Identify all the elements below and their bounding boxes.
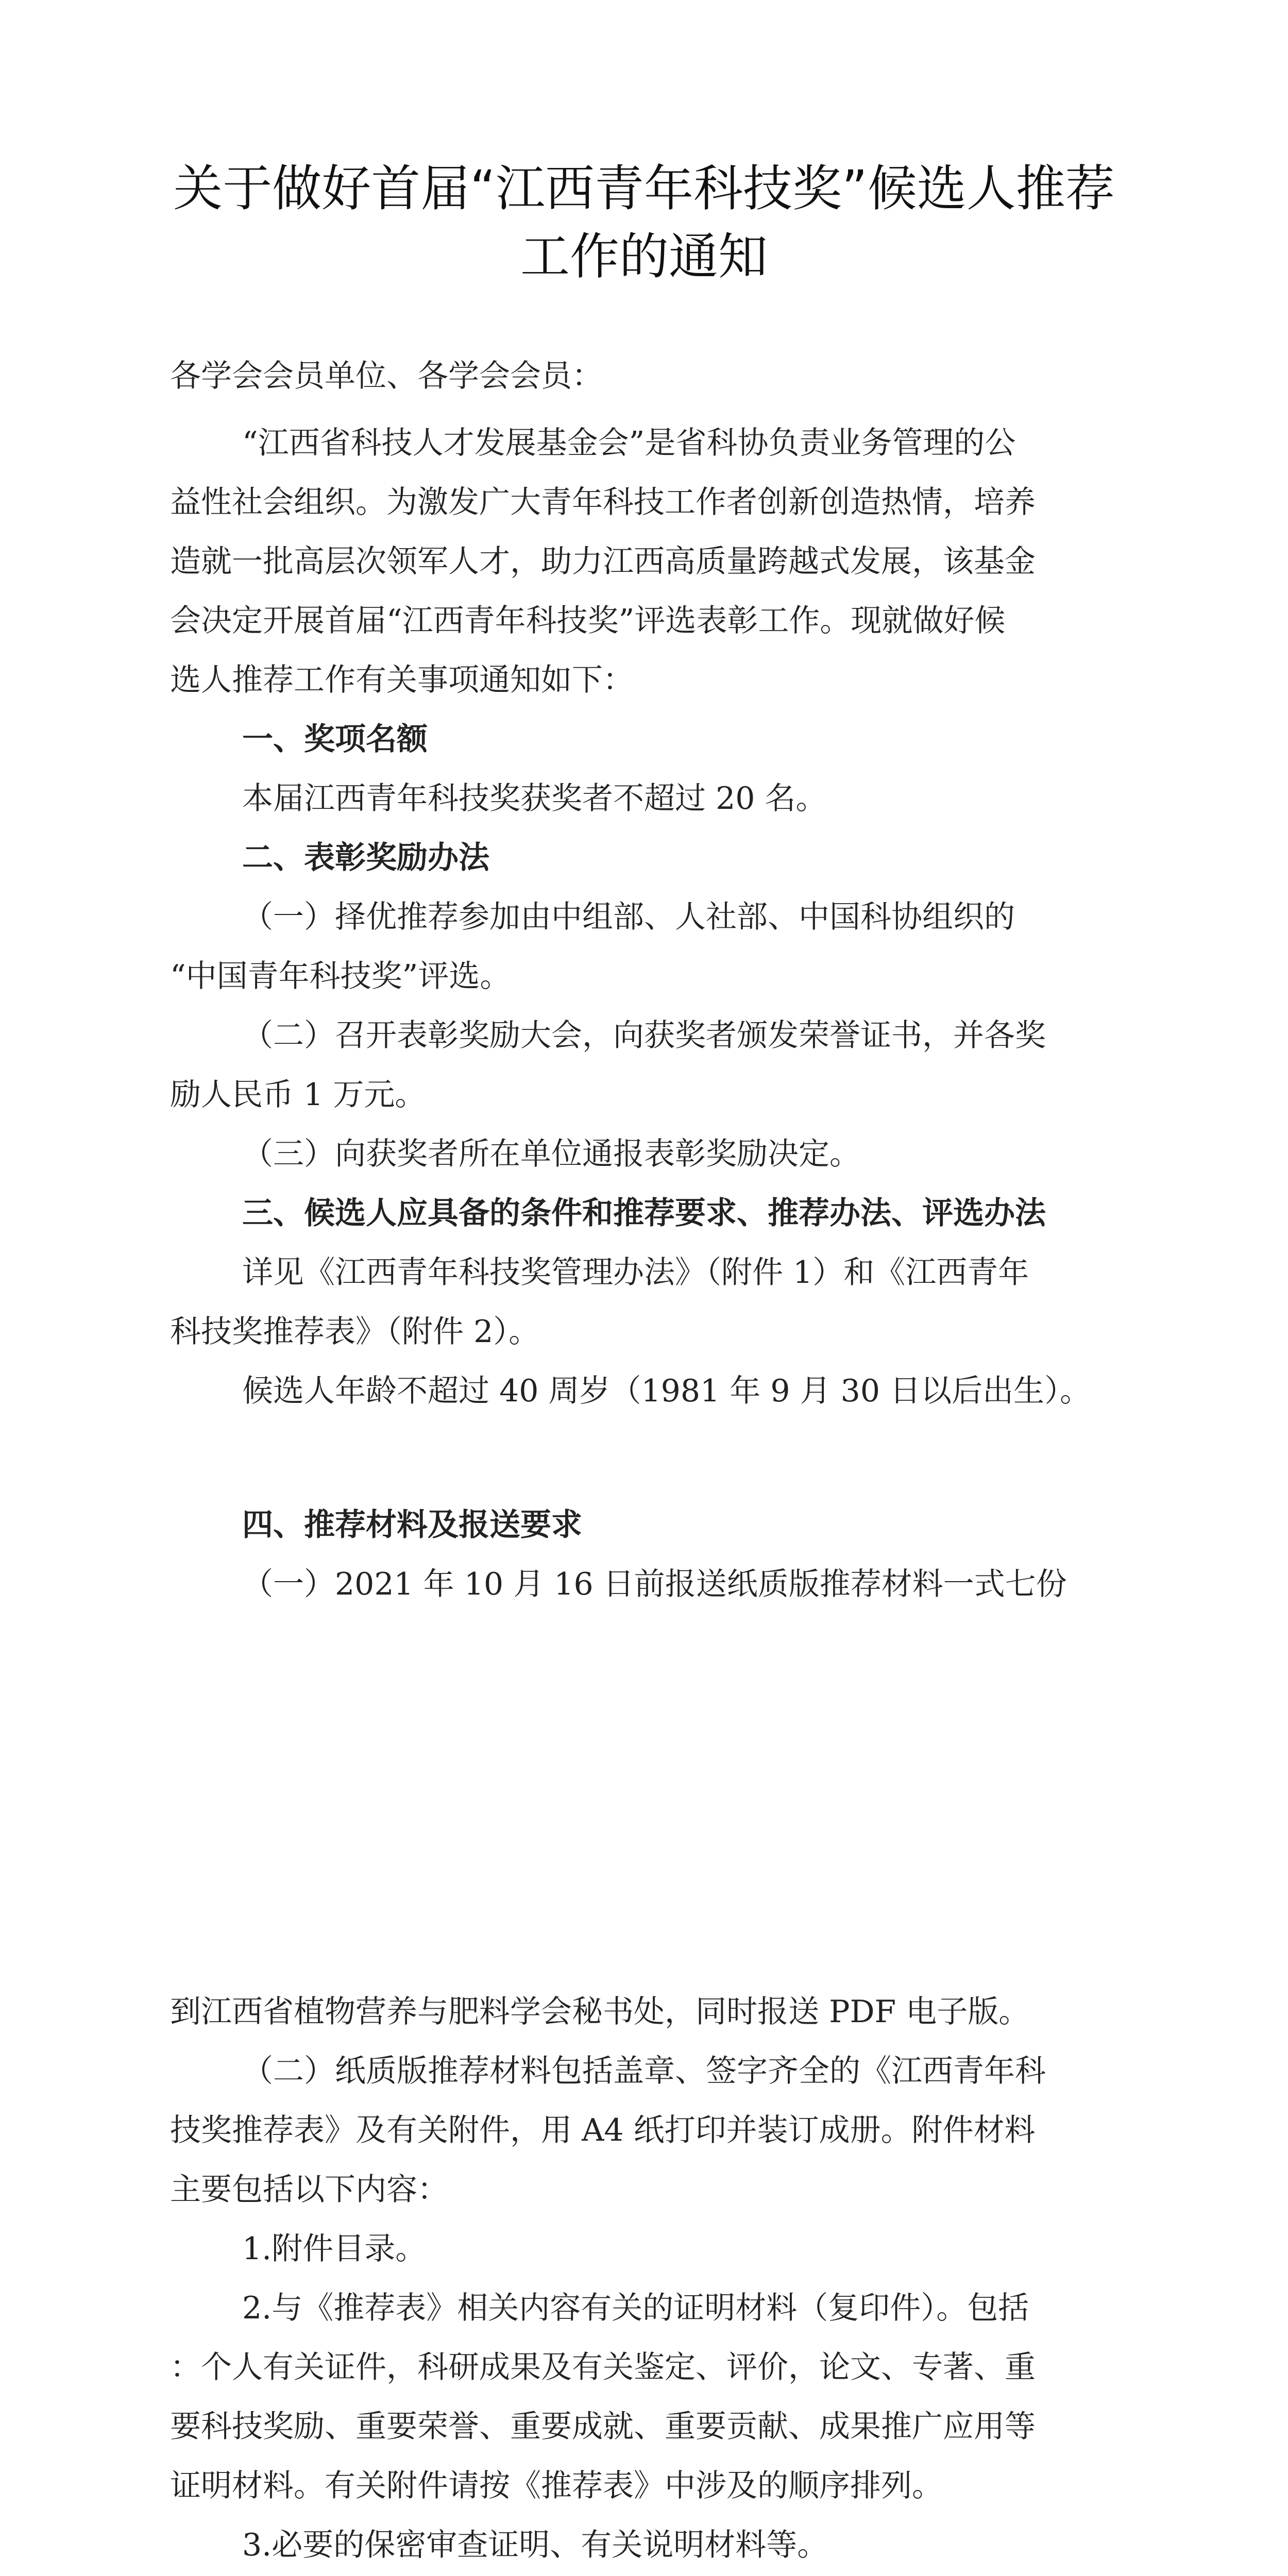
title-line-1: 关于做好首届“江西青年科技奖”候选人推荐: [173, 160, 1115, 217]
intro-line: 选人推荐工作有关事项通知如下：: [170, 662, 634, 698]
section-4-line: 要科技奖励、重要荣誉、重要成就、重要贡献、成果推广应用等: [170, 2409, 1036, 2445]
section-4-line: 主要包括以下内容：: [170, 2172, 448, 2208]
intro-line: 会决定开展首届“江西青年科技奖”评选表彰工作。现就做好候: [170, 603, 1006, 639]
section-2-line: 励人民币 1 万元。: [170, 1077, 426, 1113]
section-4-line: （二）纸质版推荐材料包括盖章、签字齐全的《江西青年科: [242, 2053, 1046, 2089]
section-4-line: 2.与《推荐表》相关内容有关的证明材料（复印件）。包括: [242, 2290, 1029, 2326]
document-title: [129, 155, 1159, 291]
section-heading-2: 二、表彰奖励办法: [242, 840, 489, 876]
section-2-line: （二）召开表彰奖励大会，向获奖者颁发荣誉证书，并各奖: [242, 1018, 1046, 1054]
section-2-line: （三）向获奖者所在单位通报表彰奖励决定。: [242, 1136, 860, 1172]
section-4-line: 3.必要的保密审查证明、有关说明材料等。: [242, 2527, 828, 2563]
section-heading-4: 四、推荐材料及报送要求: [242, 1507, 582, 1543]
section-1-text: 本届江西青年科技奖获奖者不超过 20 名。: [242, 781, 827, 817]
section-4-line: 到江西省植物营养与肥料学会秘书处，同时报送 PDF 电子版。: [170, 1994, 1030, 2030]
title-line-2: 工作的通知: [520, 228, 768, 285]
section-heading-3: 三、候选人应具备的条件和推荐要求、推荐办法、评选办法: [242, 1195, 1046, 1231]
salutation: 各学会会员单位、各学会会员：: [170, 358, 603, 394]
section-2-line: （一）择优推荐参加由中组部、人社部、中国科协组织的: [242, 899, 1015, 935]
section-2-line: “中国青年科技奖”评选。: [170, 958, 511, 994]
section-3-line: 候选人年龄不超过 40 周岁（1981 年 9 月 30 日以后出生）。: [242, 1373, 1091, 1409]
section-4-line: 技奖推荐表》及有关附件，用 A4 纸打印并装订成册。附件材料: [170, 2112, 1036, 2148]
section-heading-1: 一、奖项名额: [242, 721, 428, 757]
section-3-line: 科技奖推荐表》（附件 2）。: [170, 1314, 540, 1350]
section-4-line: （一）2021 年 10 月 16 日前报送纸质版推荐材料一式七份: [242, 1566, 1067, 1602]
intro-line: 造就一批高层次领军人才，助力江西高质量跨越式发展，该基金: [170, 544, 1036, 580]
intro-line: “江西省科技人才发展基金会”是省科协负责业务管理的公: [242, 425, 1016, 461]
section-4-line: ：个人有关证件，科研成果及有关鉴定、评价，论文、专著、重: [170, 2349, 1036, 2385]
section-4-line: 证明材料。有关附件请按《推荐表》中涉及的顺序排列。: [170, 2468, 943, 2504]
section-4-line: 1.附件目录。: [242, 2231, 427, 2267]
intro-line: 益性社会组织。为激发广大青年科技工作者创新创造热情，培养: [170, 484, 1036, 520]
section-3-line: 详见《江西青年科技奖管理办法》（附件 1）和《江西青年: [242, 1255, 1029, 1291]
